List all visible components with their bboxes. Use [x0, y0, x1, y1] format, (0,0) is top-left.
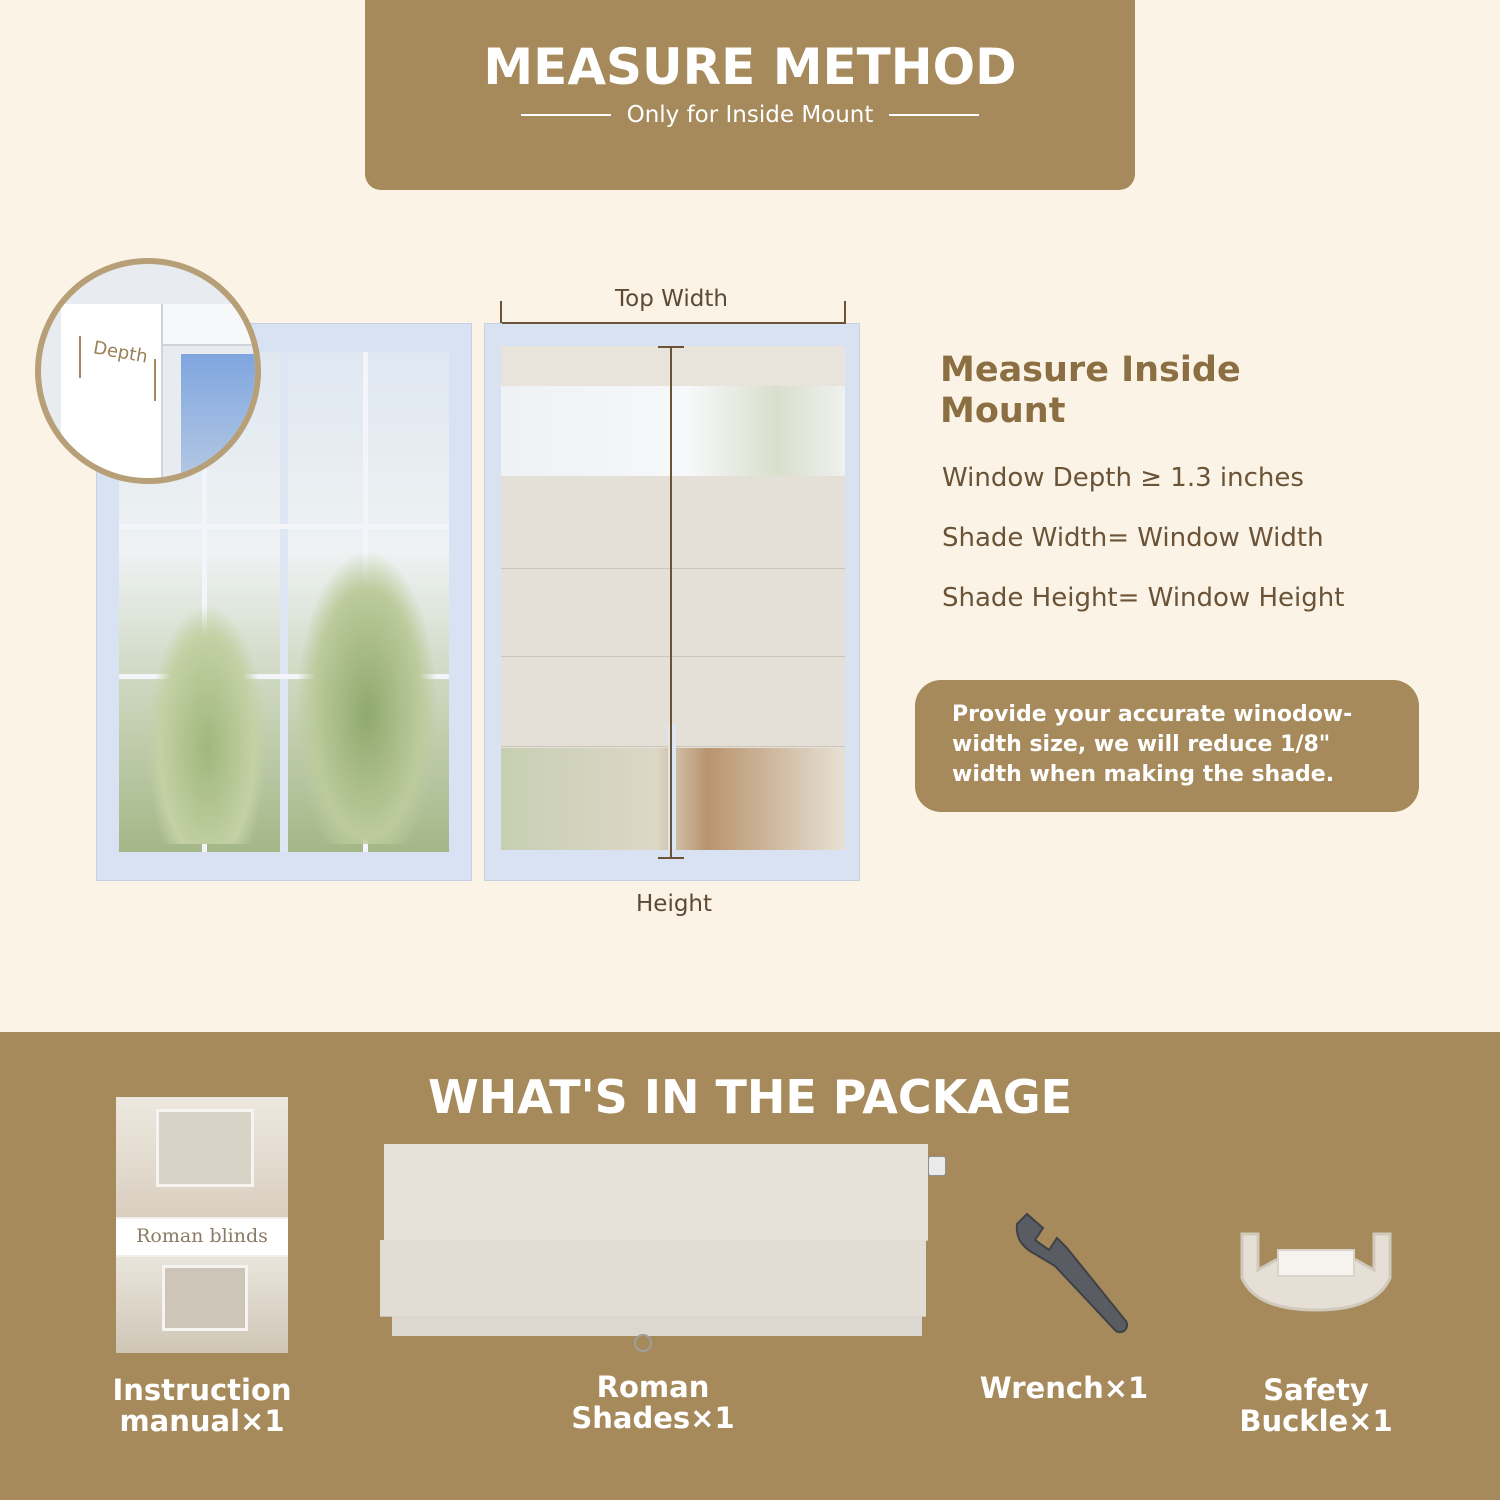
page-subtitle: Only for Inside Mount — [626, 102, 874, 128]
package-section — [0, 1032, 1500, 1500]
divider-right — [889, 114, 979, 116]
top-width-tick-left — [500, 301, 502, 323]
note-box — [915, 680, 1419, 812]
label-line: Buckle×1 — [1239, 1404, 1393, 1438]
info-title: Measure Inside Mount — [940, 350, 1241, 431]
depth-label: Depth — [91, 337, 150, 368]
safety-buckle-icon — [1236, 1230, 1396, 1330]
plant-foliage — [147, 604, 267, 844]
wrench-icon — [1005, 1204, 1145, 1344]
safety-buckle-label — [1220, 1375, 1412, 1437]
label-line: Wrench×1 — [979, 1371, 1149, 1405]
manual-cover-band — [116, 1219, 288, 1255]
height-line — [670, 347, 672, 859]
info-line-height: Shade Height= Window Height — [942, 583, 1345, 613]
instruction-manual-label — [86, 1375, 318, 1437]
shade-clip — [928, 1156, 946, 1176]
shade-pull-ring — [634, 1334, 652, 1352]
roman-shades-label — [553, 1372, 753, 1434]
manual-photo-window — [156, 1109, 254, 1187]
depth-measure-line-right — [154, 359, 156, 401]
window-muntin — [119, 524, 449, 529]
shade-fold — [501, 476, 845, 569]
info-line-depth: Window Depth ≥ 1.3 inches — [942, 463, 1304, 493]
frame-corner — [61, 304, 163, 484]
header-banner — [365, 0, 1135, 190]
label-line: Instruction — [112, 1373, 292, 1407]
wrench-label — [960, 1373, 1168, 1404]
label-line: manual×1 — [119, 1404, 285, 1438]
manual-photo-window — [162, 1265, 248, 1331]
page-title: MEASURE METHOD — [483, 38, 1017, 96]
wrench-shape — [1017, 1214, 1127, 1332]
plant-foliage — [297, 554, 437, 844]
height-label: Height — [636, 891, 713, 917]
shade-gap — [501, 386, 845, 476]
manual-photo-bottom — [116, 1257, 288, 1353]
window-sash-divider — [280, 352, 288, 852]
shade-top-panel — [384, 1144, 928, 1241]
top-width-line — [502, 322, 846, 324]
window-glass — [181, 354, 261, 484]
shade-fold-panel — [380, 1240, 926, 1317]
top-width-label: Top Width — [615, 286, 728, 312]
buckle-slot — [1278, 1250, 1354, 1276]
shade-fold — [501, 568, 845, 657]
shade-headrail — [501, 346, 845, 387]
height-tick-bottom — [658, 857, 684, 859]
depth-inset-circle — [35, 258, 261, 484]
subtitle-row — [365, 102, 1135, 128]
divider-left — [521, 114, 611, 116]
label-line: Safety — [1263, 1373, 1369, 1407]
instruction-manual-image — [116, 1097, 288, 1353]
manual-photo-top — [116, 1097, 288, 1217]
label-line: Shades×1 — [571, 1401, 735, 1435]
depth-measure-line-left — [79, 336, 81, 378]
label-line: Roman — [596, 1370, 710, 1404]
manual-cover-text: Roman blinds — [136, 1225, 268, 1247]
package-title: WHAT'S IN THE PACKAGE — [427, 1070, 1073, 1124]
roman-shade-product — [380, 1144, 940, 1344]
info-line-width: Shade Width= Window Width — [942, 523, 1324, 553]
window-with-shade — [484, 323, 860, 881]
shade-bottom-bar — [392, 1316, 922, 1336]
roman-shade — [501, 346, 845, 748]
note-text: Provide your accurate winodow-width size, we will reduce 1/8" width when making the shade. — [952, 702, 1353, 787]
height-tick-top — [658, 346, 684, 348]
top-width-tick-right — [844, 301, 846, 323]
